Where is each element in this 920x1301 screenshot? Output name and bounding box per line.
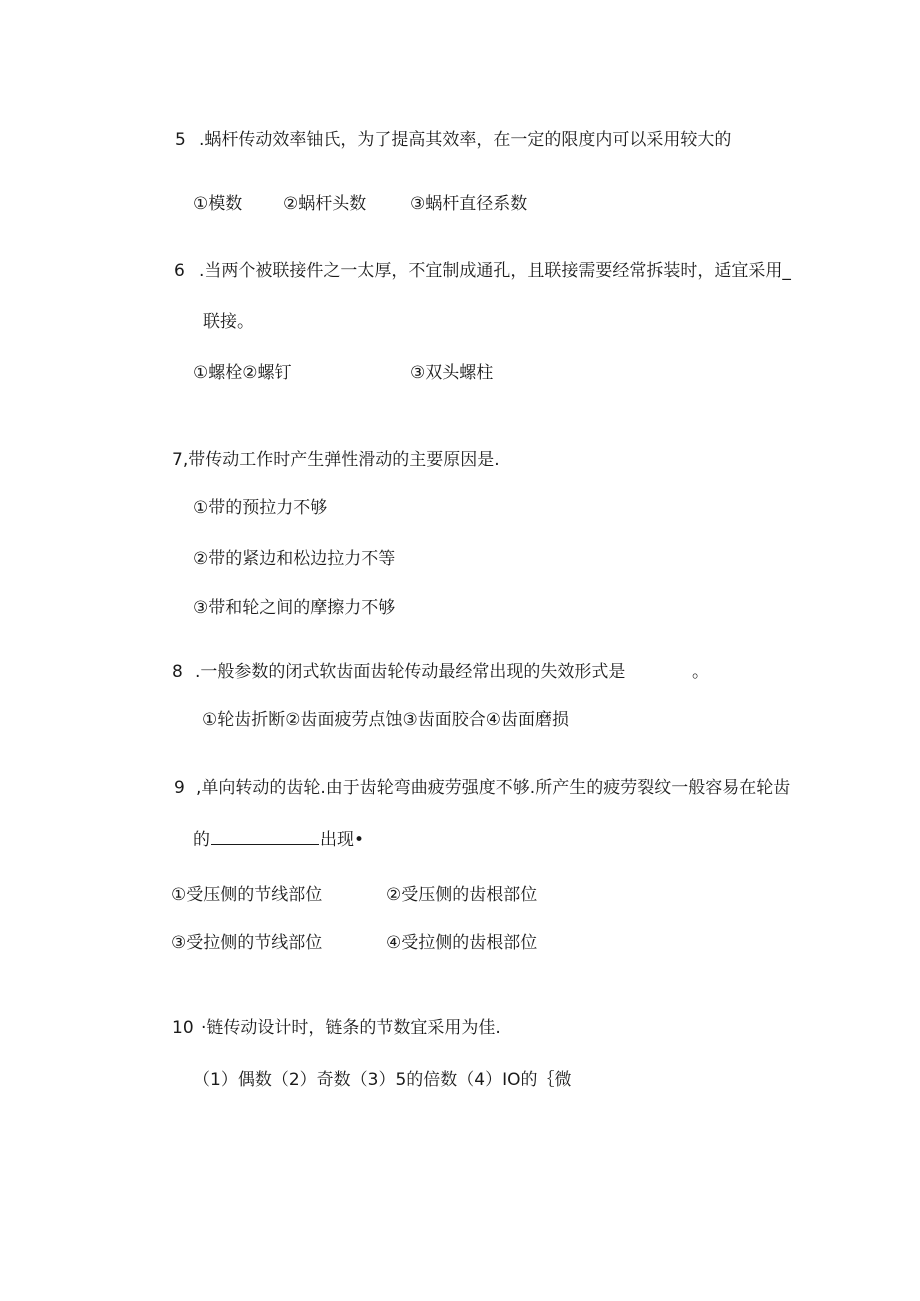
q5-option-1: ①模数 bbox=[193, 194, 243, 214]
q9-option-3: ③受拉侧的节线部位 bbox=[171, 933, 323, 953]
q5-option-2: ②蜗杆头数 bbox=[283, 194, 367, 214]
q8-stem: .一般参数的闭式软齿面齿轮传动最经常出现的失效形式是 bbox=[195, 662, 626, 682]
q9-stem-continued bbox=[193, 830, 364, 850]
q9-option-2: ②受压侧的齿根部位 bbox=[386, 885, 538, 905]
q9-cont-post: 出现• bbox=[320, 830, 365, 850]
q10-number: 10 bbox=[172, 1018, 194, 1038]
q8-options: ①轮齿折断②齿面疲劳点蚀③齿面胶合④齿面磨损 bbox=[202, 710, 569, 730]
q8-number: 8 bbox=[172, 662, 183, 682]
q5-stem: .蜗杆传动效率铀氏，为了提高其效率，在一定的限度内可以采用较大的 bbox=[199, 130, 732, 150]
q5-option-3: ③蜗杆直径系数 bbox=[410, 194, 528, 214]
q7-option-3: ③带和轮之间的摩擦力不够 bbox=[193, 598, 396, 618]
q6-stem-continued: 联接。 bbox=[203, 312, 254, 332]
q9-answer-blank bbox=[211, 830, 319, 845]
q6-options-1-2: ①螺栓②螺钉 bbox=[193, 363, 292, 383]
q7-option-1: ①带的预拉力不够 bbox=[193, 498, 328, 518]
q6-number: 6 bbox=[174, 261, 185, 281]
q6-option-3: ③双头螺柱 bbox=[410, 363, 494, 383]
q5-number: 5 bbox=[175, 130, 186, 150]
q9-option-4: ④受拉侧的齿根部位 bbox=[386, 933, 538, 953]
q7-option-2: ②带的紧边和松边拉力不等 bbox=[193, 549, 396, 569]
q7-stem: 7,带传动工作时产生弹性滑动的主要原因是. bbox=[172, 450, 500, 470]
q10-options: （1）偶数（2）奇数（3）5的倍数（4）IO的｛微 bbox=[193, 1070, 572, 1090]
q9-option-1: ①受压侧的节线部位 bbox=[171, 885, 323, 905]
q9-stem: ,单向转动的齿轮.由于齿轮弯曲疲劳强度不够.所产生的疲劳裂纹一般容易在轮齿 bbox=[196, 778, 791, 798]
q10-stem: ·链传动设计时，链条的节数宜采用为佳. bbox=[201, 1018, 501, 1038]
q6-stem: .当两个被联接件之一太厚，不宜制成通孔，且联接需要经常拆装时，适宜采用_ bbox=[199, 261, 791, 281]
q9-number: 9 bbox=[174, 778, 185, 798]
q9-cont-pre: 的 bbox=[193, 830, 210, 850]
q8-period: 。 bbox=[692, 662, 709, 682]
